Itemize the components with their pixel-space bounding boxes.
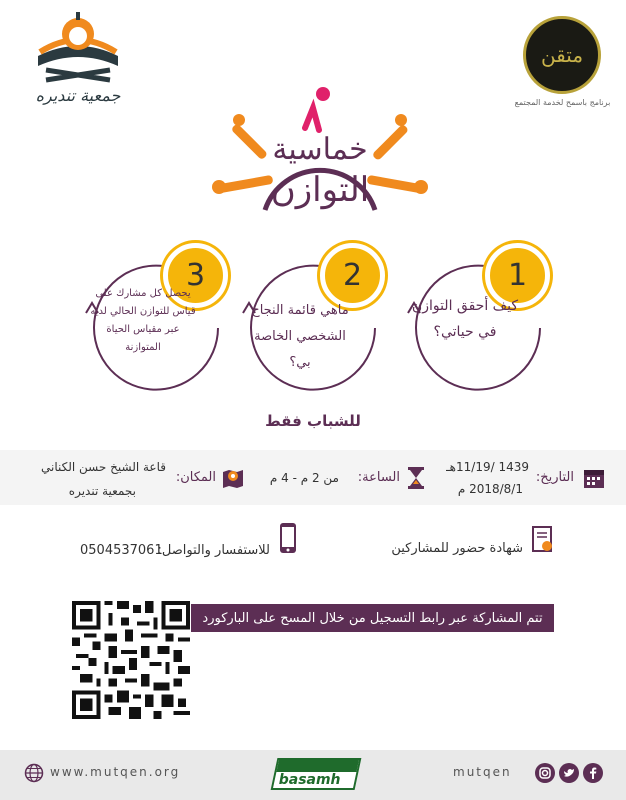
basamh-logo: [271, 758, 362, 790]
time-value: من 2 م - 4 م: [269, 471, 339, 485]
hourglass-icon: [404, 466, 428, 490]
tandeerah-logo: [18, 8, 138, 118]
certificate-icon: [530, 526, 556, 554]
step-3: [78, 243, 228, 393]
audience-label: للشباب فقط: [265, 412, 361, 430]
mutqen-mark: متقن: [540, 43, 584, 67]
event-info-band: [0, 450, 626, 505]
registration-banner: [191, 604, 554, 632]
registration-qr-code[interactable]: [72, 601, 190, 719]
calendar-icon: [582, 466, 606, 490]
basamh-wordmark: basamh: [278, 772, 341, 788]
date-hijri: 1439 /11/19هـ: [446, 460, 529, 474]
quran-book-icon: [18, 8, 138, 88]
program-title: [205, 80, 435, 230]
instagram-icon[interactable]: [535, 763, 555, 783]
place-line-2: بجمعية تنديره: [68, 484, 136, 498]
certificate-text: شهادة حضور للمشاركين: [391, 541, 523, 556]
phone-icon: [278, 522, 298, 554]
step-1: [400, 243, 550, 393]
step-1-text: كيف أحقق التوازن في حياتي؟: [411, 298, 519, 340]
step-2-text: ماهي قائمة النجاح الشخصي الخاصة بي؟: [251, 303, 349, 370]
twitter-icon[interactable]: [559, 763, 579, 783]
footer: [0, 750, 626, 800]
mutqen-badge: [523, 16, 601, 94]
step-2-number: 2: [320, 243, 385, 308]
step-3-text: يحصل كل مشارك على قياس للتوازن الحالي لديه عبر مقياس الحياة المتوازنة: [90, 288, 196, 353]
place-line-1: قاعة الشيخ حسن الكناني: [41, 460, 166, 474]
mutqen-logo: [505, 12, 620, 112]
step-3-number: 3: [163, 243, 228, 308]
date-gregorian: 2018/8/1 م: [457, 482, 523, 496]
title-line-2: التوازن: [270, 170, 370, 210]
contact-phone: 0504537061: [80, 543, 163, 558]
place-label: المكان:: [175, 470, 216, 485]
tandeerah-caption: جمعية تنديره: [35, 86, 121, 105]
title-line-1: خماسية: [272, 132, 368, 167]
step-2: [235, 243, 385, 393]
map-pin-icon: [221, 466, 245, 490]
date-label: التاريخ:: [535, 470, 574, 485]
time-label: الساعة:: [357, 470, 400, 485]
globe-icon: [24, 763, 44, 783]
step-1-number: 1: [485, 243, 550, 308]
website-link[interactable]: www.mutqen.org: [50, 765, 181, 779]
social-handle: mutqen: [453, 765, 512, 779]
contact-label: للاستفسار والتواصل:: [157, 543, 270, 558]
facebook-icon[interactable]: [583, 763, 603, 783]
registration-text: تتم المشاركة عبر رابط التسجيل من خلال المسح على الباركورد: [202, 610, 543, 626]
mutqen-caption: برنامج باسمح لخدمة المجتمع: [514, 98, 611, 107]
